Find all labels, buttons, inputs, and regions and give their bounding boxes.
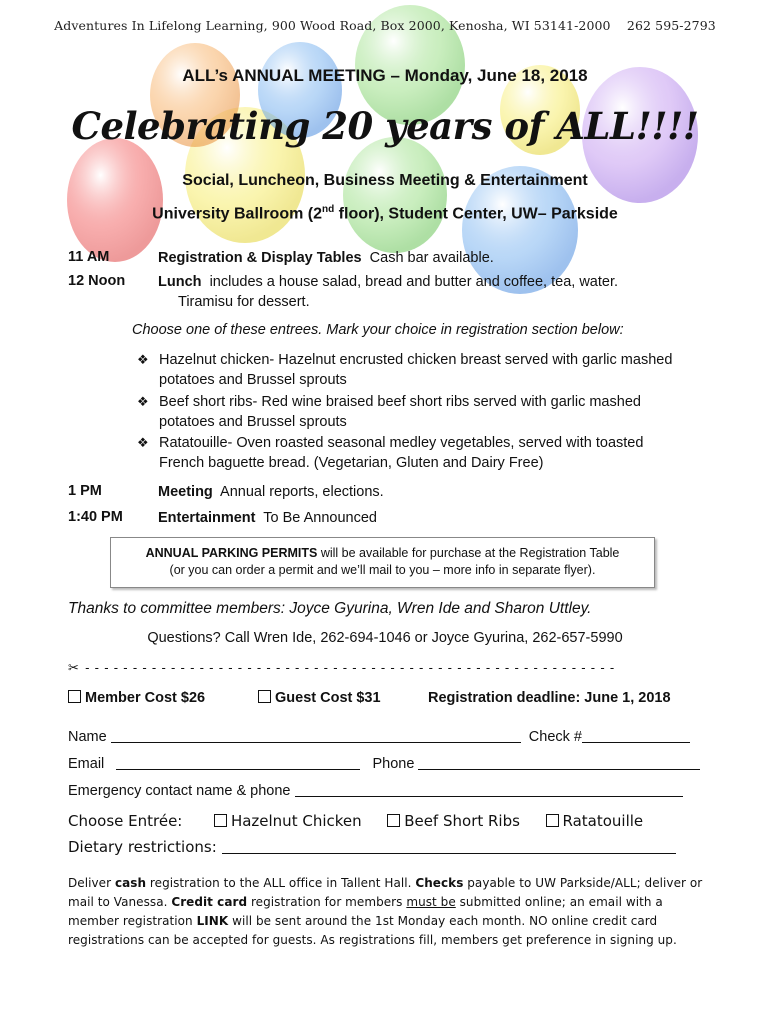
hazelnut-checkbox[interactable]	[214, 814, 227, 827]
organization-header	[0, 18, 770, 33]
guest-cost-option[interactable]	[258, 690, 381, 706]
beef-label: Beef Short Ribs	[404, 812, 520, 830]
deliver-text: payable to UW Parkside/ALL; deliver or mail to Vanessa.	[68, 876, 703, 909]
cut-line	[68, 660, 615, 676]
choose-entree-label: Choose Entrée:	[68, 812, 183, 830]
emergency-label: Emergency contact name & phone	[68, 783, 291, 799]
ratatouille-label: Ratatouille	[562, 812, 644, 830]
parking-text-2: (or you can order a permit and we’ll mail to you – more info in separate flyer).	[169, 563, 596, 577]
cut-dashes: - - - - - - - - - - - - - - - - - - - - - - - - - - - - - - - - - - - - - - - - - - - - - - - - - - - - - - - -	[85, 660, 616, 675]
location-suffix: floor), Student Center, UW– Parkside	[334, 205, 618, 223]
entree-choice-row	[68, 812, 643, 830]
schedule-desc-2: Tiramisu for dessert.	[178, 294, 310, 310]
check-number-field[interactable]	[582, 728, 690, 743]
diamond-bullet-icon: ❖	[137, 394, 149, 409]
celebration-title: Celebrating 20 years of ALL!!!!	[71, 104, 699, 148]
deliver-text: registration for members	[247, 895, 407, 909]
schedule-item	[158, 508, 718, 528]
deliver-bold: Checks	[415, 876, 464, 890]
diamond-bullet-icon: ❖	[137, 352, 149, 367]
email-field[interactable]	[116, 755, 360, 770]
email-label: Email	[68, 756, 105, 772]
schedule-time: 1 PM	[68, 483, 102, 499]
organization-address: Adventures In Lifelong Learning, 900 Wood Road, Box 2000, Kenosha, WI 53141-2000	[54, 18, 611, 33]
ratatouille-option[interactable]	[546, 812, 644, 830]
schedule-time: 1:40 PM	[68, 509, 123, 525]
email-row	[68, 755, 700, 772]
schedule-time: 11 AM	[68, 249, 110, 265]
questions-contact: Questions? Call Wren Ide, 262-694-1046 or Joyce Gyurina, 262-657-5990	[147, 630, 623, 646]
entree-option	[137, 392, 697, 432]
hazelnut-option[interactable]	[214, 812, 362, 830]
schedule-label: Meeting	[158, 484, 213, 500]
emergency-row	[68, 782, 683, 799]
guest-cost-label: Guest Cost $31	[275, 690, 381, 706]
parking-bold: ANNUAL PARKING PERMITS	[145, 546, 318, 560]
entree-option	[137, 433, 697, 473]
deliver-bold: LINK	[196, 914, 229, 928]
name-row	[68, 728, 690, 745]
event-subtitle: Social, Luncheon, Business Meeting & Entertainment	[182, 172, 588, 189]
diamond-bullet-icon: ❖	[137, 435, 149, 450]
location-sup: nd	[322, 204, 335, 215]
beef-checkbox[interactable]	[387, 814, 400, 827]
name-field[interactable]	[111, 728, 521, 743]
meeting-title: ALL’s ANNUAL MEETING – Monday, June 18, 2018	[182, 66, 588, 85]
deliver-text: Deliver	[68, 876, 115, 890]
schedule-item	[158, 248, 718, 268]
deliver-bold: cash	[114, 876, 147, 890]
schedule-label: Registration & Display Tables	[158, 250, 362, 266]
entree-line: potatoes and Brussel sprouts	[159, 372, 347, 388]
member-cost-label: Member Cost $26	[85, 690, 206, 706]
schedule-item	[158, 272, 718, 312]
schedule-item	[158, 482, 718, 502]
registration-deadline: Registration deadline: June 1, 2018	[428, 690, 671, 706]
phone-label: Phone	[372, 756, 415, 772]
deliver-text: registration to the ALL office in Tallent Hall.	[146, 876, 416, 890]
deliver-text: will be sent around the 1st Monday each month. NO online credit card registrations can be accepted for guests. As registrations fill, members get preference in signing up.	[68, 914, 677, 947]
dietary-field[interactable]	[222, 839, 676, 854]
dietary-row	[68, 838, 676, 856]
parking-text: will be available for purchase at the Registration Table	[317, 546, 620, 560]
emergency-field[interactable]	[295, 782, 683, 797]
schedule-desc: To Be Announced	[263, 510, 377, 526]
entree-option	[137, 350, 697, 390]
hazelnut-label: Hazelnut Chicken	[230, 812, 362, 830]
organization-phone: 262 595-2793	[626, 18, 716, 33]
scissors-icon: ✂	[68, 660, 79, 675]
schedule-desc: includes a house salad, bread and butter and coffee, tea, water.	[209, 274, 618, 290]
name-label: Name	[68, 729, 107, 745]
entree-instructions: Choose one of these entrees. Mark your choice in registration section below:	[132, 322, 624, 338]
check-label: Check #	[528, 729, 582, 745]
schedule-label: Entertainment	[158, 510, 256, 526]
schedule-desc: Cash bar available.	[369, 250, 494, 266]
schedule-label: Lunch	[158, 274, 202, 290]
entree-line: Ratatouille- Oven roasted seasonal medley vegetables, served with toasted	[159, 435, 644, 451]
entree-line: French baguette bread. (Vegetarian, Gluten and Dairy Free)	[159, 455, 544, 471]
schedule-time: 12 Noon	[68, 273, 126, 289]
schedule-desc: Annual reports, elections.	[220, 484, 384, 500]
ratatouille-checkbox[interactable]	[546, 814, 559, 827]
deliver-underline: must be	[406, 895, 456, 909]
entree-line: Beef short ribs- Red wine braised beef short ribs served with garlic mashed	[159, 394, 641, 410]
phone-field[interactable]	[418, 755, 700, 770]
thanks-note: Thanks to committee members: Joyce Gyurina, Wren Ide and Sharon Uttley.	[68, 600, 592, 617]
delivery-instructions	[68, 874, 708, 950]
entree-line: Hazelnut chicken- Hazelnut encrusted chicken breast served with garlic mashed	[159, 352, 673, 368]
member-cost-checkbox[interactable]	[68, 690, 81, 703]
dietary-label: Dietary restrictions:	[68, 838, 217, 856]
deliver-text: submitted online; an email with a member registration	[68, 895, 663, 928]
location-prefix: University Ballroom (2	[152, 205, 322, 223]
guest-cost-checkbox[interactable]	[258, 690, 271, 703]
beef-option[interactable]	[387, 812, 520, 830]
entree-line: potatoes and Brussel sprouts	[159, 414, 347, 430]
parking-notice	[110, 537, 655, 588]
member-cost-option[interactable]	[68, 690, 205, 706]
event-location	[0, 204, 770, 223]
deliver-bold: Credit card	[171, 895, 248, 909]
